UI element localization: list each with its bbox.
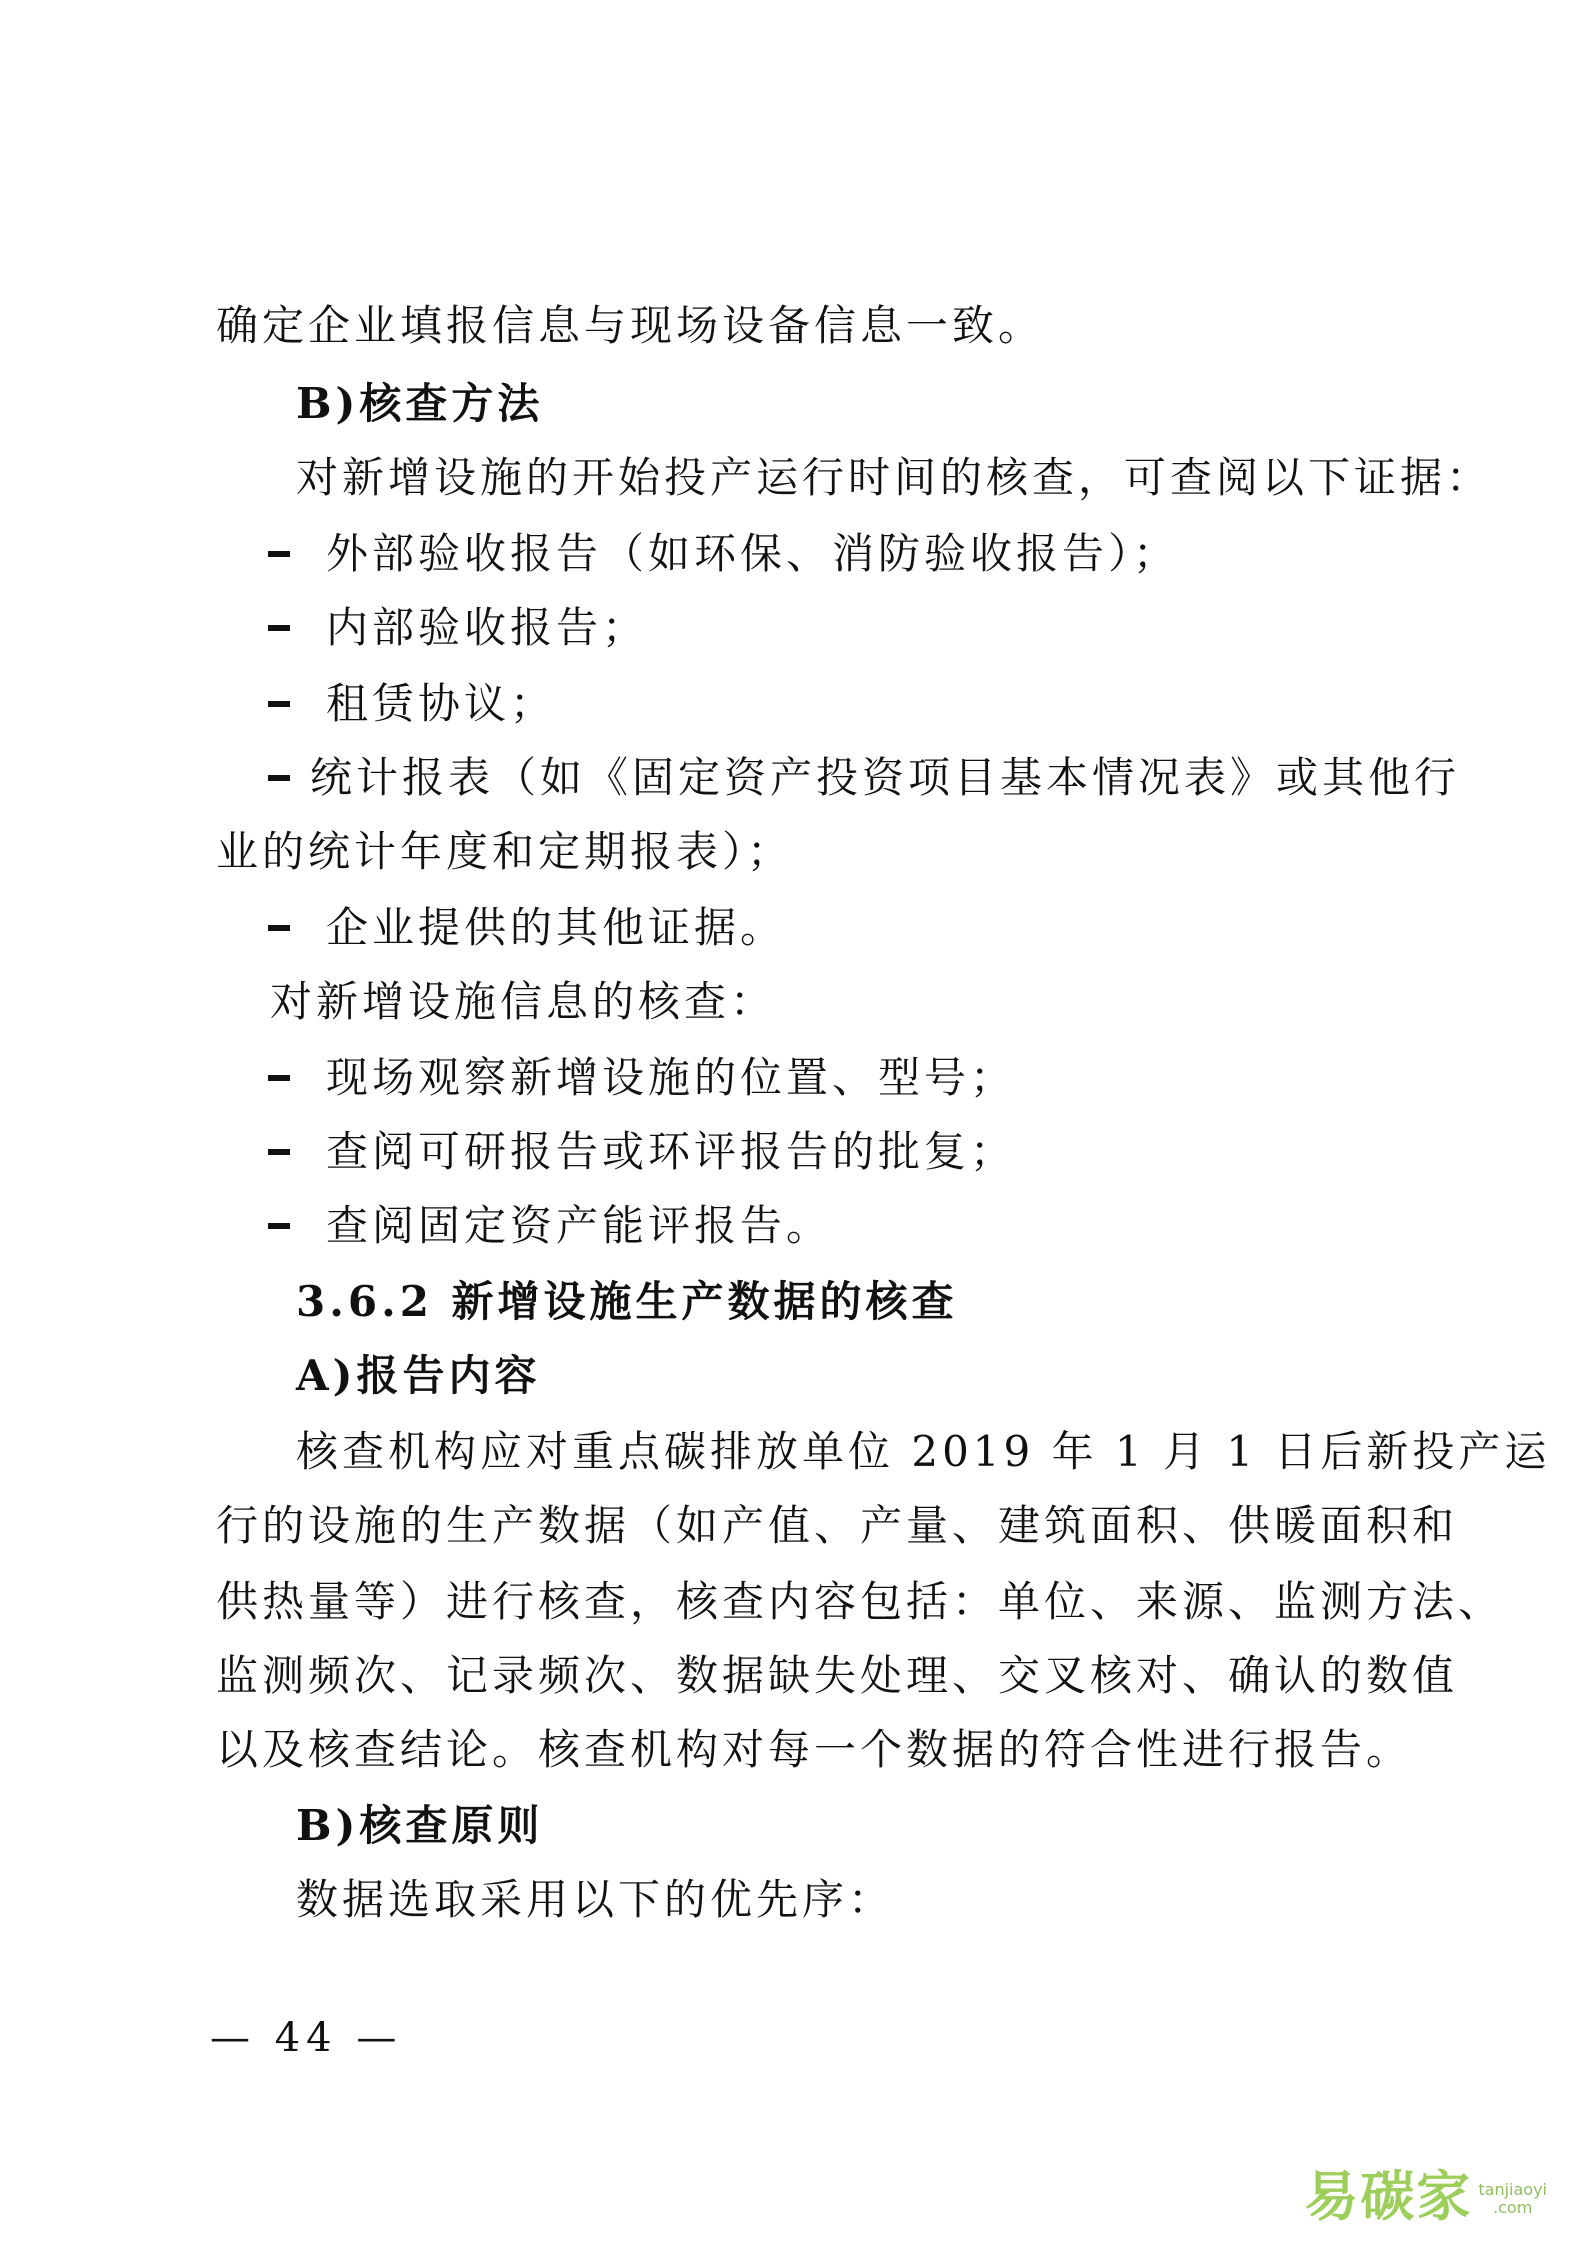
watermark-domain <box>1478 2181 1547 2217</box>
paragraph-line: 数据选取采用以下的优先序： <box>296 1875 895 1924</box>
list-item <box>268 676 556 732</box>
list-item-text: 内部验收报告； <box>326 603 649 652</box>
dash-bullet-icon <box>268 701 290 707</box>
paragraph-line: 核查机构应对重点碳排放单位 2019 年 1 月 1 日后新投产运 <box>296 1427 1551 1476</box>
paragraph-line: 确定企业填报信息与现场设备信息一致。 <box>216 301 1045 350</box>
list-item-text: 统计报表（如《固定资产投资项目基本情况表》或其他行 <box>310 753 1461 802</box>
dash-bullet-icon <box>268 551 290 557</box>
page-number: — 44 — <box>210 2015 403 2061</box>
list-item <box>268 1198 832 1254</box>
paragraph-line: 业的统计年度和定期报表）； <box>216 827 794 876</box>
list-item-text: 查阅固定资产能评报告。 <box>326 1201 833 1250</box>
dash-bullet-icon <box>268 1075 290 1081</box>
watermark-domain-line1: tanjiaoyi <box>1478 2180 1547 2199</box>
list-item-text: 查阅可研报告或环评报告的批复； <box>326 1127 1017 1176</box>
section-heading-check-method: B)核查方法 <box>296 379 544 428</box>
dash-bullet-icon <box>268 925 290 931</box>
list-item-text: 现场观察新增设施的位置、型号； <box>326 1053 1017 1102</box>
list-item <box>268 600 648 656</box>
section-heading-report-content: A)报告内容 <box>296 1351 541 1400</box>
watermark-domain-line2: .com <box>1493 2198 1533 2217</box>
paragraph-line: 供热量等）进行核查，核查内容包括：单位、来源、监测方法、 <box>216 1577 1505 1626</box>
paragraph-line: 行的设施的生产数据（如产值、产量、建筑面积、供暖面积和 <box>216 1501 1459 1550</box>
watermark-text: 易碳家 <box>1304 2165 1473 2228</box>
list-item <box>268 526 1179 582</box>
list-item <box>268 1124 1016 1180</box>
dash-bullet-icon <box>268 1149 290 1155</box>
section-heading-check-principle: B)核查原则 <box>296 1801 544 1850</box>
list-item-text: 外部验收报告（如环保、消防验收报告）； <box>326 529 1180 578</box>
paragraph-line: 以及核查结论。核查机构对每一个数据的符合性进行报告。 <box>216 1725 1413 1774</box>
list-item-text: 租赁协议； <box>326 679 557 728</box>
dash-bullet-icon <box>268 1223 290 1229</box>
dash-bullet-icon <box>268 775 290 781</box>
watermark-logo <box>1304 2167 1547 2227</box>
section-heading-3-6-2: 3.6.2 新增设施生产数据的核查 <box>296 1277 958 1326</box>
list-item <box>268 1050 1016 1106</box>
paragraph-line: 监测频次、记录频次、数据缺失处理、交叉核对、确认的数值 <box>216 1651 1459 1700</box>
list-item-text: 企业提供的其他证据。 <box>326 903 787 952</box>
list-item <box>268 750 1460 806</box>
dash-bullet-icon <box>268 625 290 631</box>
list-item <box>268 900 786 956</box>
paragraph-line: 对新增设施的开始投产运行时间的核查，可查阅以下证据： <box>296 453 1493 502</box>
paragraph-line: 对新增设施信息的核查： <box>270 977 777 1026</box>
